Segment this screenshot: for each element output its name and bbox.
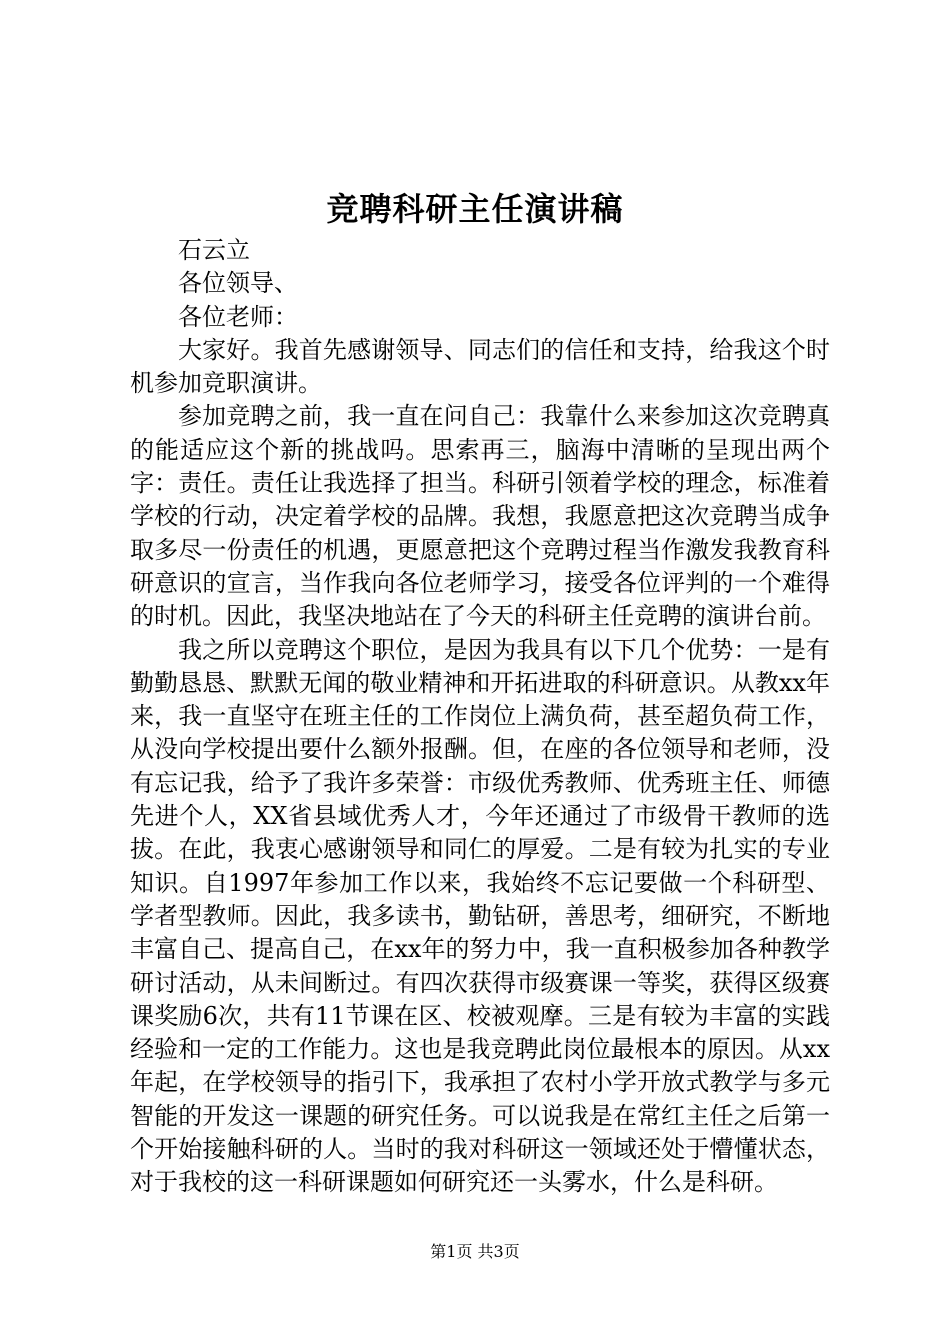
author-line: 石云立 — [178, 236, 250, 264]
paragraph-advantages: 我之所以竞聘这个职位，是因为我具有以下几个优势：一是有勤勤恳恳、默默无闻的敬业精神和开拓进取的科研意识。从教xx年来，我一直坚守在班主任的工作岗位上满负荷，甚至超负荷工作，从没向学校提出要什么额外报酬。但，在座的各位领导和老师，没有忘记我，给予了我许多荣誉：市级优秀教师、优秀班主任、师德先进个人，XX省县域优秀人才，今年还通过了市级骨干教师的选拔。在此，我衷心感谢领导和同仁的厚爱。二是有较为扎实的专业知识。自1997年参加工作以来，我始终不忘记要做一个科研型、学者型教师。因此，我多读书，勤钻研，善思考，细研究，不断地丰富自己、提高自己，在xx年的努力中，我一直积极参加各种教学研讨活动，从未间断过。有四次获得市级赛课一等奖，获得区级赛课奖励6次，共有11节课在区、校被观摩。三是有较为丰富的实践经验和一定的工作能力。这也是我竞聘此岗位最根本的原因。从xx年起，在学校领导的指引下，我承担了农村小学开放式教学与多元智能的开发这一课题的研究任务。可以说我是在常红主任之后第一个开始接触科研的人。当时的我对科研这一领域还处于懵懂状态，对于我校的这一科研课题如何研究还一头雾水，什么是科研。 — [130, 635, 830, 1197]
document-body — [130, 234, 830, 1200]
salutation-teachers: 各位老师： — [178, 302, 298, 331]
paragraph-responsibility: 参加竞聘之前，我一直在问自己：我靠什么来参加这次竞聘真的能适应这个新的挑战吗。思索再三，脑海中清晰的呈现出两个字：责任。责任让我选择了担当。科研引领着学校的理念，标准着学校的行动，决定着学校的品牌。我想，我愿意把这次竞聘当成争取多尽一份责任的机遇，更愿意把这个竞聘过程当作激发我教育科研意识的宣言，当作我向各位老师学习，接受各位评判的一个难得的时机。因此，我坚决地站在了今天的科研主任竞聘的演讲台前。 — [130, 402, 830, 631]
page-number-footer: 第1页 共3页 — [430, 1242, 520, 1261]
document-title: 竞聘科研主任演讲稿 — [326, 190, 624, 228]
paragraph-greeting: 大家好。我首先感谢领导、同志们的信任和支持，给我这个时机参加竞职演讲。 — [130, 335, 830, 398]
salutation-leaders: 各位领导、 — [178, 269, 298, 298]
